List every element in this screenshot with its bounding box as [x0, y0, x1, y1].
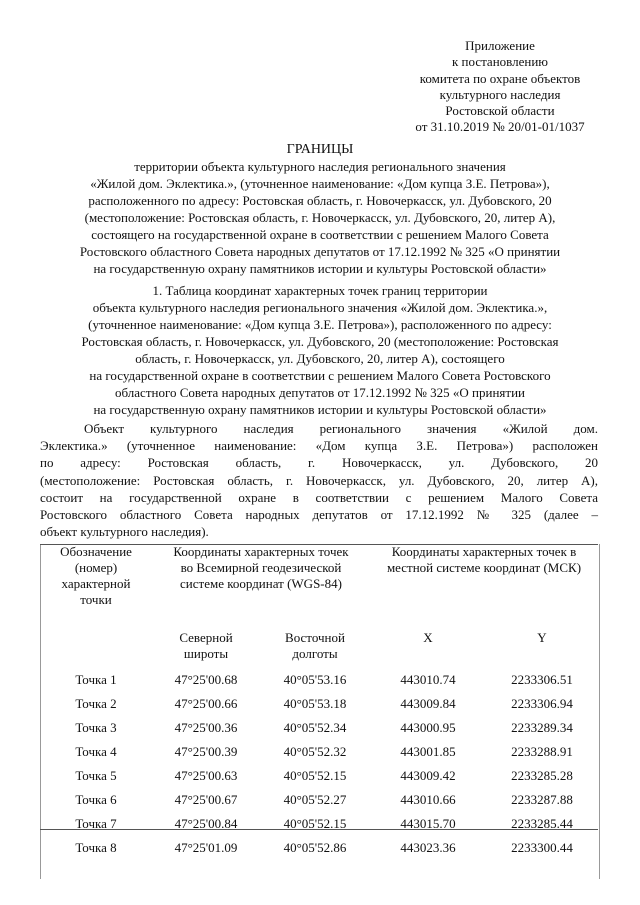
cell-x: 443010.74 [400, 672, 456, 687]
coordinates-table [40, 544, 598, 864]
cell-x: 443010.66 [400, 792, 456, 807]
cell-y: 2233288.91 [511, 744, 573, 759]
cell-x: 443015.70 [400, 816, 456, 831]
header-wgs: Координаты характерных точек во Всемирной геодезической системе координат (WGS-84) [173, 544, 349, 591]
paragraph-line: состоит на государственной охране в соответствии с решением Малого Совета [40, 489, 598, 505]
cell-east: 40°05'52.86 [283, 840, 347, 855]
cell-east: 40°05'52.27 [283, 792, 347, 807]
appendix-line: культурного наследия [439, 86, 561, 102]
cell-x: 443009.42 [400, 768, 456, 783]
cell-y: 2233300.44 [511, 840, 573, 855]
cell-north: 47°25'00.84 [174, 816, 238, 831]
section-line: объекта культурного наследия регионального значения «Жилой дом. Эклектика.», [92, 300, 548, 315]
cell-y: 2233285.44 [511, 816, 573, 831]
document-title [40, 158, 600, 277]
cell-point: Точка 2 [75, 696, 117, 711]
table-row [40, 768, 598, 792]
table-row [40, 792, 598, 816]
cell-point: Точка 3 [75, 720, 117, 735]
cell-point: Точка 4 [75, 744, 117, 759]
cell-point: Точка 8 [75, 840, 117, 855]
cell-east: 40°05'53.18 [283, 696, 347, 711]
title-line: расположенного по адресу: Ростовская область, г. Новочеркасск, ул. Дубовского, 20 [88, 193, 552, 208]
subheader-north: Северной широты [179, 630, 233, 661]
appendix-line: Ростовской области [445, 103, 555, 119]
section-line: область, г. Новочеркасск, ул. Дубовского, 20, литер А), состоящего [135, 351, 505, 366]
paragraph-line: Объект культурного наследия регионального значения «Жилой дом. [84, 421, 598, 436]
section-line: на государственную охрану памятников истории и культуры Ростовской области» [93, 402, 547, 417]
cell-east: 40°05'52.32 [283, 744, 347, 759]
table-row [40, 840, 598, 864]
cell-north: 47°25'01.09 [174, 840, 238, 855]
appendix-line: от 31.10.2019 № 20/01-01/1037 [415, 119, 585, 135]
table-row [40, 816, 598, 840]
cell-y: 2233285.28 [511, 768, 573, 783]
table-row [40, 720, 598, 744]
cell-y: 2233289.34 [511, 720, 573, 735]
cell-east: 40°05'52.15 [283, 816, 347, 831]
appendix-line: к постановлению [451, 54, 549, 70]
cell-north: 47°25'00.63 [174, 768, 238, 783]
cell-y: 2233306.51 [511, 672, 573, 687]
cell-x: 443009.84 [400, 696, 456, 711]
title-line: на государственную охрану памятников истории и культуры Ростовской области» [93, 261, 547, 276]
appendix-block [380, 38, 620, 136]
cell-east: 40°05'53.16 [283, 672, 347, 687]
cell-north: 47°25'00.39 [174, 744, 238, 759]
cell-x: 443023.36 [400, 840, 456, 855]
description-paragraph [40, 420, 598, 540]
appendix-line: Приложение [465, 38, 535, 53]
section-title [40, 282, 600, 418]
section-line: Ростовская область, г. Новочеркасск, ул. Дубовского, 20 (местоположение: Ростовская [81, 334, 559, 349]
document-heading: ГРАНИЦЫ [286, 142, 354, 157]
cell-north: 47°25'00.67 [174, 792, 238, 807]
cell-y: 2233306.94 [511, 696, 573, 711]
cell-east: 40°05'52.15 [283, 768, 347, 783]
section-line: 1. Таблица координат характерных точек границ территории [152, 283, 488, 298]
table-row [40, 696, 598, 720]
cell-north: 47°25'00.66 [174, 696, 238, 711]
section-line: на государственной охране в соответствии с решением Малого Совета Ростовского [89, 368, 551, 383]
cell-point: Точка 1 [75, 672, 117, 687]
cell-x: 443001.85 [400, 744, 456, 759]
cell-point: Точка 7 [75, 816, 117, 831]
subheader-x: X [423, 630, 433, 645]
section-line: областного Совета народных депутатов от 17.12.1992 № 325 «О принятии [115, 385, 525, 400]
subheader-east: Восточной долготы [285, 630, 345, 661]
paragraph-line: Ростовского областного Совета народных депутатов от 17.12.1992 № 325 (далее – [40, 507, 598, 523]
cell-north: 47°25'00.68 [174, 672, 238, 687]
cell-x: 443000.95 [400, 720, 456, 735]
title-line: «Жилой дом. Эклектика.», (уточненное наименование: «Дом купца З.Е. Петрова»), [90, 176, 550, 191]
appendix-line: комитета по охране объектов [419, 70, 581, 86]
cell-y: 2233287.88 [511, 792, 573, 807]
paragraph-line: по адресу: Ростовская область, г. Новочеркасск, ул. Дубовского, 20 [40, 455, 598, 471]
cell-point: Точка 5 [75, 768, 117, 783]
table-subheader-row [40, 630, 598, 672]
cell-north: 47°25'00.36 [174, 720, 238, 735]
header-designation: Обозначение (номер) характерной точки [60, 544, 132, 607]
cell-east: 40°05'52.34 [283, 720, 347, 735]
cell-point: Точка 6 [75, 792, 117, 807]
header-msk: Координаты характерных точек в местной системе координат (МСК) [386, 544, 582, 575]
table-row [40, 672, 598, 696]
subheader-y: Y [537, 630, 547, 645]
paragraph-line: объект культурного наследия). [40, 524, 209, 540]
title-line: Ростовского областного Совета народных депутатов от 17.12.1992 № 325 «О принятии [79, 244, 561, 259]
paragraph-line: Эклектика.» (уточненное наименование: «Дом купца З.Е. Петрова») расположен [40, 438, 598, 454]
paragraph-line: (местоположение: Ростовская область, г. Новочеркасск, ул. Дубовского, 20, литер А), [40, 472, 598, 488]
table-header-row [40, 544, 598, 630]
table-row [40, 744, 598, 768]
title-line: состоящего на государственной охране в соответствии с решением Малого Совета [91, 227, 549, 242]
section-line: (уточненное наименование: «Дом купца З.Е. Петрова»), расположенного по адресу: [88, 317, 552, 332]
title-line: территории объекта культурного наследия регионального значения [134, 159, 506, 174]
title-line: (местоположение: Ростовская область, г. Новочеркасск, ул. Дубовского, 20, литер А), [84, 210, 556, 225]
